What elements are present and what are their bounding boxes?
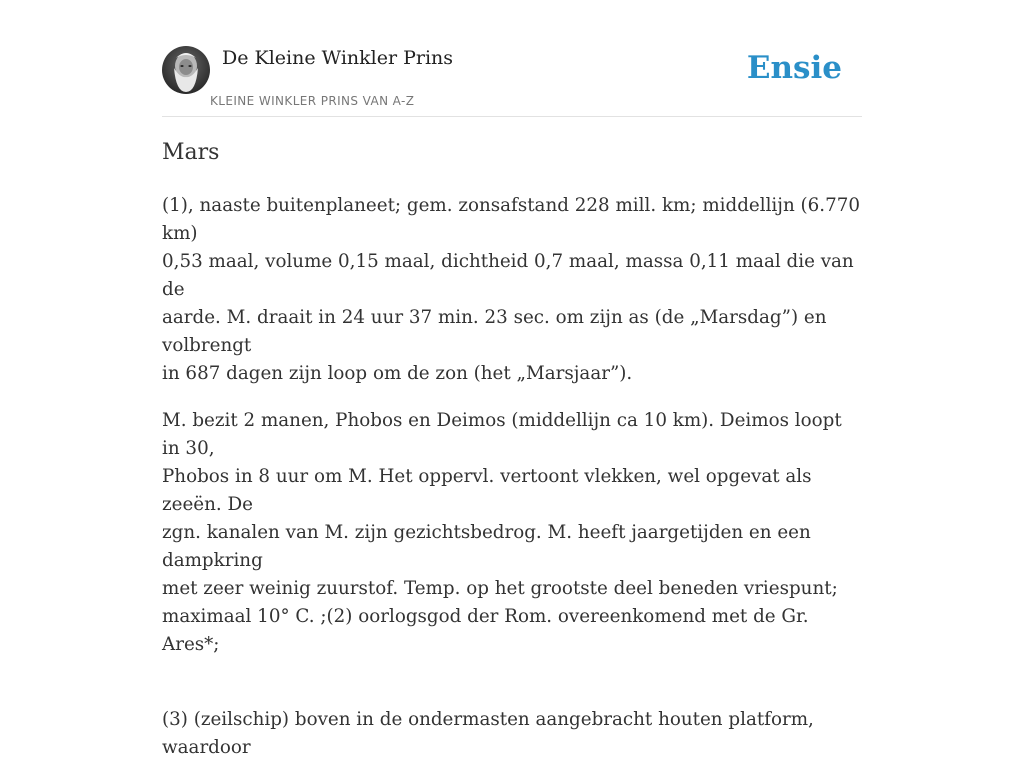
entry-paragraph-2: M. bezit 2 manen, Phobos en Deimos (middellijn ca 10 km). Deimos loopt in 30, Phobos in 8 uur om M. Het oppervl. vertoont vlekken, wel opgevat als zeeën. De zgn. kanalen van M. zijn gezichtsbedrog. M. heeft jaargetijden en een dampkring met zeer weinig zuurstof. Temp. op het grootste deel beneden vriespunt; maximaal 10° C. ;(2) oorlogsgod der Rom. overeenkomend met de Gr. Ares*;: [162, 410, 842, 655]
entry-body: [162, 192, 862, 781]
entry-paragraph-1: (1), naaste buitenplaneet; gem. zonsafstand 228 mill. km; middellijn (6.770 km) 0,53 maal, volume 0,15 maal, dichtheid 0,7 maal, massa 0,11 maal die van de aarde. M. draait in 24 uur 37 min. 23 sec. om zijn as (de „Marsdag”) en volbrengt in 687 dagen zijn loop om de zon (het „Marsjaar”).: [162, 195, 860, 384]
entry-title: Mars: [162, 140, 220, 165]
entry-header: [162, 46, 862, 117]
author-avatar[interactable]: [162, 46, 210, 94]
entry-paragraph-3: (3) (zeilschip) boven in de ondermasten aangebracht houten platform, waardoor: [162, 709, 814, 758]
author-name-link[interactable]: De Kleine Winkler Prins: [222, 47, 454, 69]
author-portrait-icon: [162, 46, 210, 94]
source-name-link[interactable]: KLEINE WINKLER PRINS VAN A-Z: [210, 94, 415, 108]
brand-logo-link[interactable]: Ensie: [746, 50, 842, 86]
